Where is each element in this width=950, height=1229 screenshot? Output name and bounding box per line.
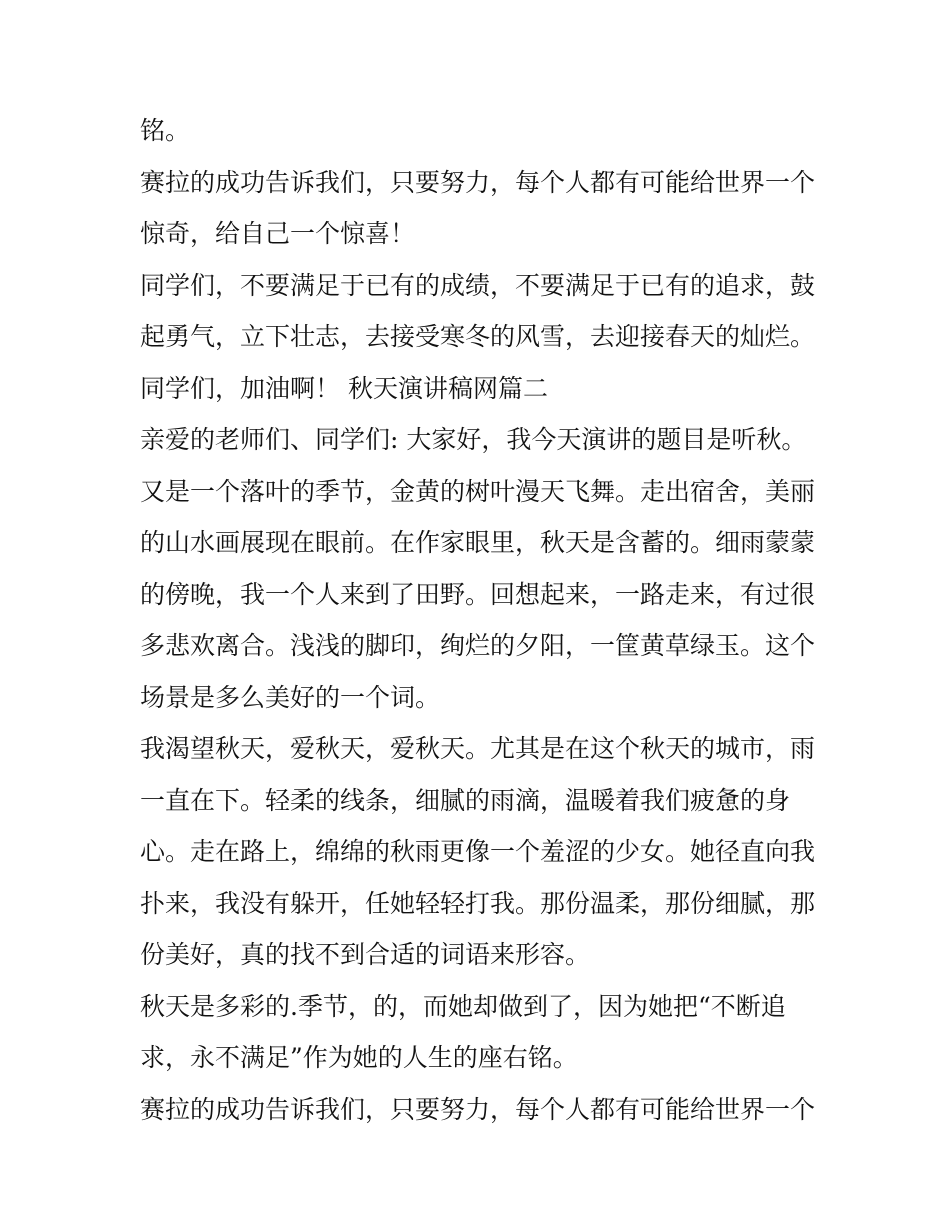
document-body — [140, 105, 820, 1135]
text-line: 扑来，我没有躲开，任她轻轻打我。那份温柔，那份细腻，那 — [140, 888, 816, 918]
text-line: 起勇气，立下壮志，去接受寒冬的风雪，去迎接春天的灿烂。 — [140, 322, 816, 351]
text-line: 的傍晚，我一个人来到了田野。回想起来，一路走来，有过很 — [140, 579, 816, 609]
text-line: 同学们，加油啊！ 秋天演讲稿网篇二 — [140, 373, 548, 403]
text-line: 份美好，真的找不到合适的词语来形容。 — [140, 940, 591, 969]
text-line: 亲爱的老师们、同学们: 大家好，我今天演讲的题目是听秋。 — [140, 425, 807, 454]
text-line: 一直在下。轻柔的线条，细腻的雨滴，温暖着我们疲惫的身 — [140, 785, 791, 815]
text-line: 心。走在路上，绵绵的秋雨更像一个羞涩的少女。她径直向我 — [140, 837, 816, 866]
text-line: 同学们，不要满足于已有的成绩，不要满足于已有的追求，鼓 — [140, 270, 816, 300]
text-line: 赛拉的成功告诉我们，只要努力，每个人都有可能给世界一个 — [140, 167, 816, 197]
text-line: 铭。 — [140, 116, 191, 145]
text-line: 赛拉的成功告诉我们，只要努力，每个人都有可能给世界一个 — [140, 1094, 816, 1124]
text-line: 惊奇，给自己一个惊喜！ — [140, 219, 416, 248]
text-line: 我渴望秋天，爱秋天，爱秋天。尤其是在这个秋天的城市，雨 — [140, 734, 816, 763]
text-line: 秋天是多彩的.季节，的，而她却做到了，因为她把“不断追 — [140, 991, 786, 1021]
text-line: 多悲欢离合。浅浅的脚印，绚烂的夕阳，一筐黄草绿玉。这个 — [140, 631, 816, 660]
text-line: 的山水画展现在眼前。在作家眼里，秋天是含蓄的。细雨蒙蒙 — [140, 528, 816, 557]
text-line: 求，永不满足”作为她的人生的座右铭。 — [140, 1043, 578, 1072]
text-line: 又是一个落叶的季节，金黄的树叶漫天飞舞。走出宿舍，美丽 — [140, 476, 816, 506]
text-line: 场景是多么美好的一个词。 — [140, 682, 441, 712]
